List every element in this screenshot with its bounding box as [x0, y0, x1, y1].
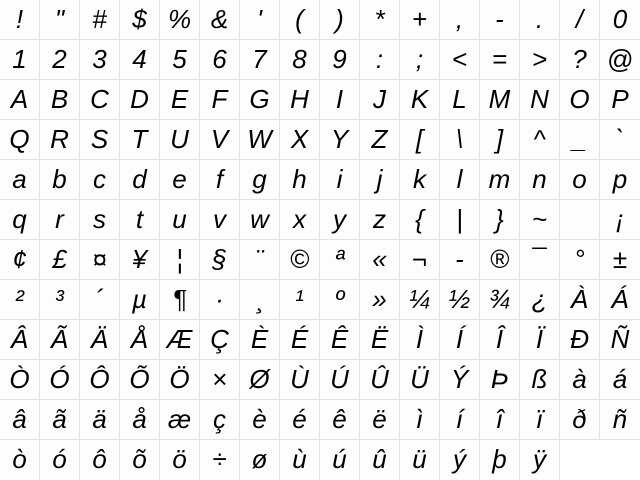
- glyph-cell[interactable]: D: [120, 80, 160, 120]
- glyph-cell[interactable]: @: [600, 40, 640, 80]
- glyph-cell[interactable]: ·: [200, 280, 240, 320]
- glyph-cell[interactable]: ;: [400, 40, 440, 80]
- glyph-cell[interactable]: ¯: [520, 240, 560, 280]
- glyph-cell[interactable]: $: [120, 0, 160, 40]
- glyph-cell[interactable]: £: [40, 240, 80, 280]
- glyph-cell[interactable]: â: [0, 400, 40, 440]
- glyph-cell[interactable]: ¿: [520, 280, 560, 320]
- glyph-cell[interactable]: Ì: [400, 320, 440, 360]
- glyph-cell[interactable]: \: [440, 120, 480, 160]
- glyph-cell[interactable]: (: [280, 0, 320, 40]
- glyph-cell[interactable]: =: [480, 40, 520, 80]
- glyph-cell[interactable]: Ð: [560, 320, 600, 360]
- glyph-cell[interactable]: í: [440, 400, 480, 440]
- glyph-cell[interactable]: y: [320, 200, 360, 240]
- glyph-cell[interactable]: ä: [80, 400, 120, 440]
- glyph-cell[interactable]: ': [240, 0, 280, 40]
- glyph-cell[interactable]: 8: [280, 40, 320, 80]
- glyph-cell[interactable]: ó: [40, 440, 80, 480]
- glyph-cell[interactable]: U: [160, 120, 200, 160]
- glyph-cell[interactable]: È: [240, 320, 280, 360]
- glyph-cell[interactable]: Û: [360, 360, 400, 400]
- glyph-cell[interactable]: C: [80, 80, 120, 120]
- glyph-cell[interactable]: G: [240, 80, 280, 120]
- glyph-cell[interactable]: K: [400, 80, 440, 120]
- glyph-cell[interactable]: a: [0, 160, 40, 200]
- glyph-cell[interactable]: I: [320, 80, 360, 120]
- glyph-cell[interactable]: û: [360, 440, 400, 480]
- glyph-cell[interactable]: F: [200, 80, 240, 120]
- glyph-cell[interactable]: p: [600, 160, 640, 200]
- glyph-cell[interactable]: :: [360, 40, 400, 80]
- glyph-cell[interactable]: ´: [80, 280, 120, 320]
- glyph-cell[interactable]: ï: [520, 400, 560, 440]
- glyph-cell[interactable]: #: [80, 0, 120, 40]
- glyph-cell[interactable]: W: [240, 120, 280, 160]
- glyph-cell[interactable]: t: [120, 200, 160, 240]
- glyph-cell[interactable]: ¹: [280, 280, 320, 320]
- glyph-cell[interactable]: H: [280, 80, 320, 120]
- glyph-cell[interactable]: Ë: [360, 320, 400, 360]
- glyph-cell[interactable]: §: [200, 240, 240, 280]
- glyph-cell[interactable]: s: [80, 200, 120, 240]
- glyph-cell[interactable]: þ: [480, 440, 520, 480]
- glyph-cell[interactable]: ü: [400, 440, 440, 480]
- glyph-cell[interactable]: ß: [520, 360, 560, 400]
- glyph-cell[interactable]: î: [480, 400, 520, 440]
- glyph-cell[interactable]: ¬: [400, 240, 440, 280]
- glyph-cell[interactable]: Ô: [80, 360, 120, 400]
- glyph-cell[interactable]: ¦: [160, 240, 200, 280]
- glyph-cell[interactable]: 4: [120, 40, 160, 80]
- glyph-cell[interactable]: e: [160, 160, 200, 200]
- glyph-cell[interactable]: B: [40, 80, 80, 120]
- glyph-cell[interactable]: ]: [480, 120, 520, 160]
- glyph-cell[interactable]: -: [440, 240, 480, 280]
- glyph-cell[interactable]: o: [560, 160, 600, 200]
- glyph-cell[interactable]: |: [440, 200, 480, 240]
- glyph-cell[interactable]: 6: [200, 40, 240, 80]
- glyph-cell[interactable]: à: [560, 360, 600, 400]
- glyph-cell[interactable]: Z: [360, 120, 400, 160]
- glyph-cell[interactable]: _: [560, 120, 600, 160]
- glyph-cell[interactable]: ~: [520, 200, 560, 240]
- empty-slot: [600, 440, 640, 480]
- glyph-cell[interactable]: .: [520, 0, 560, 40]
- glyph-cell[interactable]: Í: [440, 320, 480, 360]
- glyph-cell[interactable]: >: [520, 40, 560, 80]
- glyph-cell[interactable]: ¡: [600, 200, 640, 240]
- glyph-cell[interactable]: 7: [240, 40, 280, 80]
- glyph-cell[interactable]: ú: [320, 440, 360, 480]
- glyph-cell[interactable]: ©: [280, 240, 320, 280]
- glyph-cell[interactable]: ê: [320, 400, 360, 440]
- glyph-cell[interactable]: À: [560, 280, 600, 320]
- glyph-cell[interactable]: Ê: [320, 320, 360, 360]
- glyph-cell[interactable]: 2: [40, 40, 80, 80]
- glyph-cell[interactable]: q: [0, 200, 40, 240]
- glyph-cell[interactable]: Ó: [40, 360, 80, 400]
- glyph-cell[interactable]: l: [440, 160, 480, 200]
- glyph-cell[interactable]: N: [520, 80, 560, 120]
- glyph-cell[interactable]: «: [360, 240, 400, 280]
- glyph-cell[interactable]: Ý: [440, 360, 480, 400]
- glyph-cell[interactable]: Ñ: [600, 320, 640, 360]
- glyph-cell[interactable]: Ã: [40, 320, 80, 360]
- glyph-cell[interactable]: Ò: [0, 360, 40, 400]
- empty-slot: [560, 440, 600, 480]
- glyph-cell[interactable]: á: [600, 360, 640, 400]
- glyph-cell[interactable]: ¸: [240, 280, 280, 320]
- glyph-cell[interactable]: º: [320, 280, 360, 320]
- glyph-cell[interactable]: ã: [40, 400, 80, 440]
- glyph-cell[interactable]: ÷: [200, 440, 240, 480]
- glyph-cell[interactable]: õ: [120, 440, 160, 480]
- glyph-cell[interactable]: O: [560, 80, 600, 120]
- glyph-cell[interactable]: Ä: [80, 320, 120, 360]
- glyph-cell[interactable]: +: [400, 0, 440, 40]
- glyph-cell[interactable]: ±: [600, 240, 640, 280]
- glyph-cell[interactable]: Á: [600, 280, 640, 320]
- glyph-cell[interactable]: ¨: [240, 240, 280, 280]
- glyph-cell[interactable]: x: [280, 200, 320, 240]
- glyph-cell[interactable]: ý: [440, 440, 480, 480]
- glyph-cell[interactable]: °: [560, 240, 600, 280]
- glyph-cell[interactable]: ÿ: [520, 440, 560, 480]
- glyph-cell[interactable]: ®: [480, 240, 520, 280]
- glyph-cell[interactable]: J: [360, 80, 400, 120]
- glyph-cell[interactable]: A: [0, 80, 40, 120]
- glyph-cell[interactable]: *: [360, 0, 400, 40]
- glyph-cell[interactable]: ò: [0, 440, 40, 480]
- glyph-cell[interactable]: å: [120, 400, 160, 440]
- glyph-cell[interactable]: /: [560, 0, 600, 40]
- glyph-cell[interactable]: i: [320, 160, 360, 200]
- glyph-cell[interactable]: Ï: [520, 320, 560, 360]
- glyph-cell[interactable]: Ø: [240, 360, 280, 400]
- glyph-cell[interactable]: c: [80, 160, 120, 200]
- glyph-cell[interactable]: ô: [80, 440, 120, 480]
- glyph-cell[interactable]: Â: [0, 320, 40, 360]
- glyph-cell[interactable]: h: [280, 160, 320, 200]
- glyph-cell[interactable]: [560, 200, 600, 240]
- glyph-cell[interactable]: {: [400, 200, 440, 240]
- glyph-cell[interactable]: k: [400, 160, 440, 200]
- glyph-cell[interactable]: ð: [560, 400, 600, 440]
- glyph-cell[interactable]: r: [40, 200, 80, 240]
- glyph-cell[interactable]: m: [480, 160, 520, 200]
- glyph-cell[interactable]: w: [240, 200, 280, 240]
- glyph-cell[interactable]: ö: [160, 440, 200, 480]
- glyph-cell[interactable]: 3: [80, 40, 120, 80]
- glyph-cell[interactable]: ì: [400, 400, 440, 440]
- glyph-cell[interactable]: z: [360, 200, 400, 240]
- glyph-cell[interactable]: ²: [0, 280, 40, 320]
- glyph-cell[interactable]: ø: [240, 440, 280, 480]
- glyph-cell[interactable]: b: [40, 160, 80, 200]
- glyph-cell[interactable]: [: [400, 120, 440, 160]
- glyph-cell[interactable]: M: [480, 80, 520, 120]
- glyph-cell[interactable]: V: [200, 120, 240, 160]
- glyph-cell[interactable]: &: [200, 0, 240, 40]
- glyph-cell[interactable]: Þ: [480, 360, 520, 400]
- glyph-cell[interactable]: ¤: [80, 240, 120, 280]
- glyph-cell[interactable]: Õ: [120, 360, 160, 400]
- glyph-cell[interactable]: è: [240, 400, 280, 440]
- glyph-cell[interactable]: Y: [320, 120, 360, 160]
- glyph-cell[interactable]: Æ: [160, 320, 200, 360]
- glyph-cell[interactable]: }: [480, 200, 520, 240]
- glyph-cell[interactable]: ë: [360, 400, 400, 440]
- glyph-cell[interactable]: S: [80, 120, 120, 160]
- glyph-cell[interactable]: Ü: [400, 360, 440, 400]
- glyph-cell[interactable]: `: [600, 120, 640, 160]
- glyph-cell[interactable]: ª: [320, 240, 360, 280]
- glyph-cell[interactable]: T: [120, 120, 160, 160]
- glyph-cell[interactable]: E: [160, 80, 200, 120]
- glyph-cell[interactable]: Ú: [320, 360, 360, 400]
- glyph-cell[interactable]: 5: [160, 40, 200, 80]
- glyph-cell[interactable]: Î: [480, 320, 520, 360]
- glyph-cell[interactable]: ": [40, 0, 80, 40]
- glyph-cell[interactable]: L: [440, 80, 480, 120]
- glyph-cell[interactable]: Å: [120, 320, 160, 360]
- glyph-cell[interactable]: µ: [120, 280, 160, 320]
- glyph-cell[interactable]: X: [280, 120, 320, 160]
- glyph-cell[interactable]: Q: [0, 120, 40, 160]
- glyph-cell[interactable]: u: [160, 200, 200, 240]
- glyph-cell[interactable]: Ç: [200, 320, 240, 360]
- glyph-cell[interactable]: j: [360, 160, 400, 200]
- glyph-cell[interactable]: ^: [520, 120, 560, 160]
- glyph-cell[interactable]: v: [200, 200, 240, 240]
- glyph-cell[interactable]: ): [320, 0, 360, 40]
- glyph-cell[interactable]: ñ: [600, 400, 640, 440]
- glyph-cell[interactable]: Ö: [160, 360, 200, 400]
- glyph-cell[interactable]: ×: [200, 360, 240, 400]
- glyph-cell[interactable]: ,: [440, 0, 480, 40]
- glyph-cell[interactable]: f: [200, 160, 240, 200]
- glyph-cell[interactable]: ¼: [400, 280, 440, 320]
- glyph-cell[interactable]: æ: [160, 400, 200, 440]
- glyph-cell[interactable]: ù: [280, 440, 320, 480]
- glyph-cell[interactable]: »: [360, 280, 400, 320]
- glyph-cell[interactable]: P: [600, 80, 640, 120]
- glyph-cell[interactable]: <: [440, 40, 480, 80]
- glyph-cell[interactable]: ¾: [480, 280, 520, 320]
- glyph-cell[interactable]: -: [480, 0, 520, 40]
- glyph-cell[interactable]: 1: [0, 40, 40, 80]
- glyph-cell[interactable]: ¥: [120, 240, 160, 280]
- glyph-cell[interactable]: ç: [200, 400, 240, 440]
- glyph-cell[interactable]: 0: [600, 0, 640, 40]
- glyph-cell[interactable]: ½: [440, 280, 480, 320]
- glyph-cell[interactable]: d: [120, 160, 160, 200]
- glyph-cell[interactable]: ¢: [0, 240, 40, 280]
- glyph-cell[interactable]: é: [280, 400, 320, 440]
- glyph-cell[interactable]: ³: [40, 280, 80, 320]
- glyph-cell[interactable]: g: [240, 160, 280, 200]
- glyph-cell[interactable]: 9: [320, 40, 360, 80]
- glyph-cell[interactable]: ?: [560, 40, 600, 80]
- glyph-cell[interactable]: %: [160, 0, 200, 40]
- glyph-cell[interactable]: !: [0, 0, 40, 40]
- glyph-cell[interactable]: É: [280, 320, 320, 360]
- glyph-cell[interactable]: n: [520, 160, 560, 200]
- glyph-cell[interactable]: R: [40, 120, 80, 160]
- glyph-cell[interactable]: ¶: [160, 280, 200, 320]
- glyph-cell[interactable]: Ù: [280, 360, 320, 400]
